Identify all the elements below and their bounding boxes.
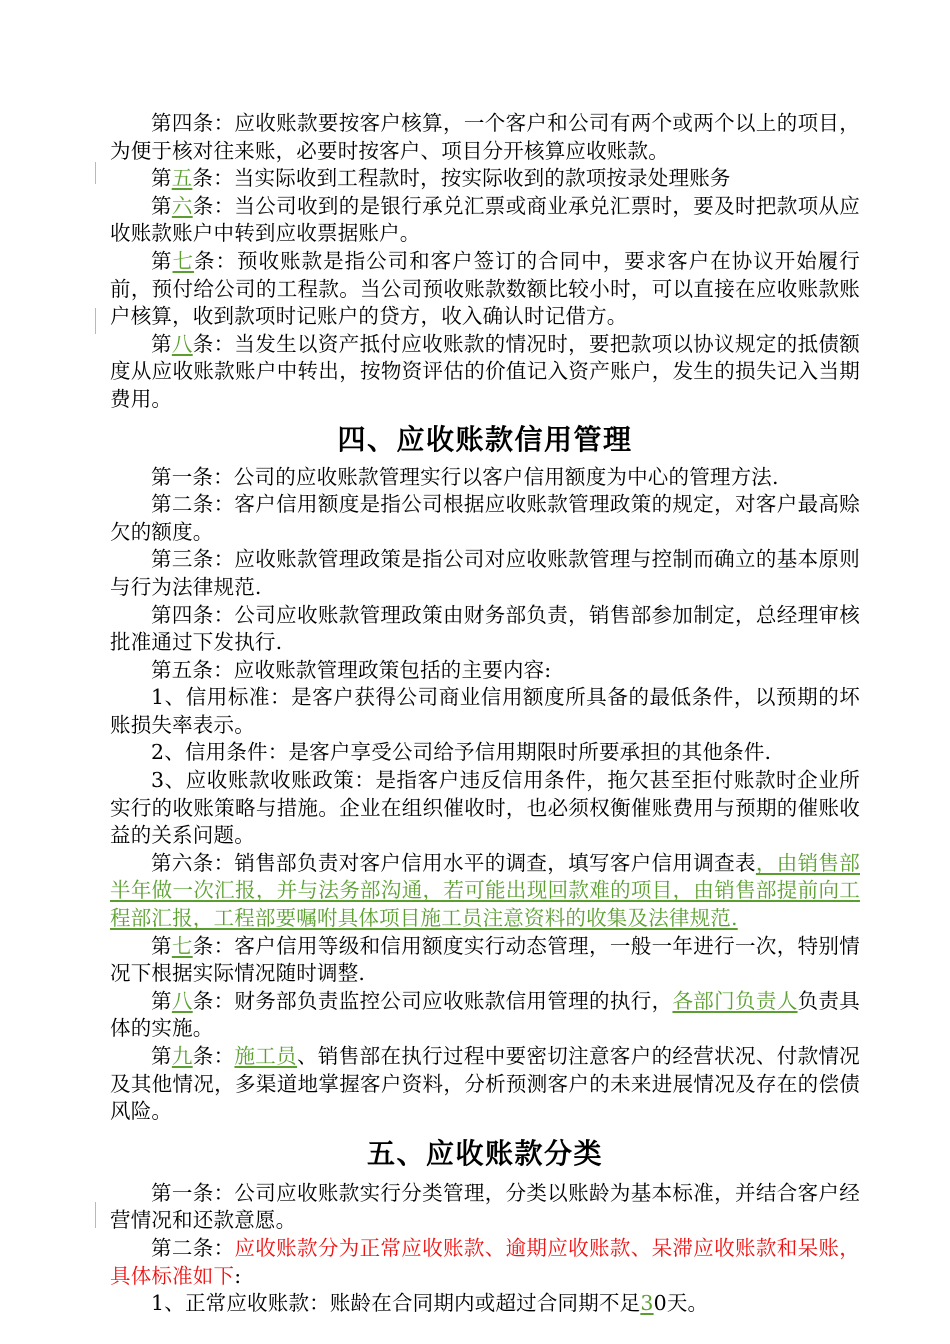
revised-number: 七 xyxy=(172,248,195,273)
credit-article-9: 第九条：施工员、销售部在执行过程中要密切注意客户的经营状况、付款情况及其他情况，多渠道地掌握客户资料，分析预测客户的未来进展情况及存在的偿债风险。 xyxy=(110,1044,860,1124)
revised-number: 八 xyxy=(171,988,193,1013)
credit-article-7: 第七条：客户信用等级和信用额度实行动态管理，一般一年进行一次，特别情况下根据实际情况随时调整. xyxy=(110,933,860,986)
credit-article-3: 第三条：应收账款管理政策是指公司对应收账款管理与控制而确立的基本原则与行为法律规范. xyxy=(110,547,860,599)
revision-bar xyxy=(95,308,96,334)
revised-number: 3 xyxy=(640,1291,654,1316)
section-heading-classification: 五、应收账款分类 xyxy=(366,1136,603,1170)
article-6: 第六条：当公司收到的是银行承兑汇票或商业承兑汇票时，要及时把款项从应收账款账户中转到应收票据账户。 xyxy=(110,193,860,246)
revised-number: 七 xyxy=(171,933,193,958)
revised-number: 八 xyxy=(171,331,193,356)
credit-item-1: 1、信用标准：是客户获得公司商业信用额度所具备的最低条件，以预期的坏账损失率表示。 xyxy=(110,685,860,737)
article-4: 第四条：应收账款要按客户核算，一个客户和公司有两个或两个以上的项目，为便于核对往来账，必要时按客户、项目分开核算应收账款。 xyxy=(110,111,860,163)
class-article-1: 第一条：公司应收账款实行分类管理，分类以账龄为基本标准，并结合客户经营情况和还款意愿。 xyxy=(110,1180,860,1233)
revision-bar xyxy=(95,1202,96,1228)
article-5: 第五条：当实际收到工程款时，按实际收到的款项按录处理账务 xyxy=(151,166,731,191)
credit-article-4: 第四条：公司应收账款管理政策由财务部负责，销售部参加制定，总经理审核批准通过下发执行. xyxy=(110,602,860,655)
article-7: 第七条：预收账款是指公司和客户签订的合同中，要求客户在协议开始履行前，预付给公司的工程款。当公司预收账款数额比较小时，可以直接在应收账款账户核算，收到款项时记账户的贷方，收入确认时记借方。 xyxy=(110,248,861,329)
revised-number: 六 xyxy=(171,193,193,218)
credit-article-5: 第五条：应收账款管理政策包括的主要内容: xyxy=(151,657,552,682)
credit-article-2: 第二条：客户信用额度是指公司根据应收账款管理政策的规定，对客户最高赊欠的额度。 xyxy=(110,492,860,544)
class-item-1: 1、正常应收账款：账龄在合同期内或超过合同期不足30天。 xyxy=(151,1291,709,1316)
revised-text: 施工员 xyxy=(234,1044,298,1068)
revision-bar xyxy=(95,162,96,184)
credit-article-1: 第一条：公司的应收账款管理实行以客户信用额度为中心的管理方法. xyxy=(151,464,779,489)
revised-number: 九 xyxy=(171,1044,193,1068)
revised-number: 五 xyxy=(171,166,193,191)
document-body xyxy=(110,110,860,1318)
revised-text: ，由销售部半年做一次汇报，并与法务部沟通，若可能出现回款难的项目，由销售部提前向工程部汇报，工程部要嘱咐具体项目施工员注意资料的收集及法律规范. xyxy=(110,850,860,931)
section-heading-credit-management: 四、应收账款信用管理 xyxy=(337,422,633,456)
credit-article-6: 第六条：销售部负责对客户信用水平的调查，填写客户信用调查表，由销售部半年做一次汇报，并与法务部沟通，若可能出现回款难的项目，由销售部提前向工程部汇报，工程部要嘱咐具体项目施工员注意资料的收集及法律规范. xyxy=(110,850,860,931)
article-8: 第八条：当发生以资产抵付应收账款的情况时，要把款项以协议规定的抵债额度从应收账款账户中转出，按物资评估的价值记入资产账户，发生的损失记入当期费用。 xyxy=(110,331,860,411)
credit-item-2: 2、信用条件：是客户享受公司给予信用期限时所要承担的其他条件. xyxy=(151,740,772,765)
credit-article-8: 第八条：财务部负责监控公司应收账款信用管理的执行，各部门负责人负责具体的实施。 xyxy=(110,988,860,1041)
credit-item-3: 3、应收账款收账政策：是指客户违反信用条件，拖欠甚至拒付账款时企业所实行的收账策略与措施。企业在组织催收时，也必须权衡催账费用与预期的催账收益的关系问题。 xyxy=(110,768,860,848)
revised-text: 各部门负责人 xyxy=(672,988,798,1013)
revised-red-text: 应收账款分为正常应收账款、逾期应收账款、呆滞应收账款和呆账，具体标准如下 xyxy=(110,1235,860,1288)
class-article-2: 第二条：应收账款分为正常应收账款、逾期应收账款、呆滞应收账款和呆账，具体标准如下: xyxy=(110,1235,860,1288)
